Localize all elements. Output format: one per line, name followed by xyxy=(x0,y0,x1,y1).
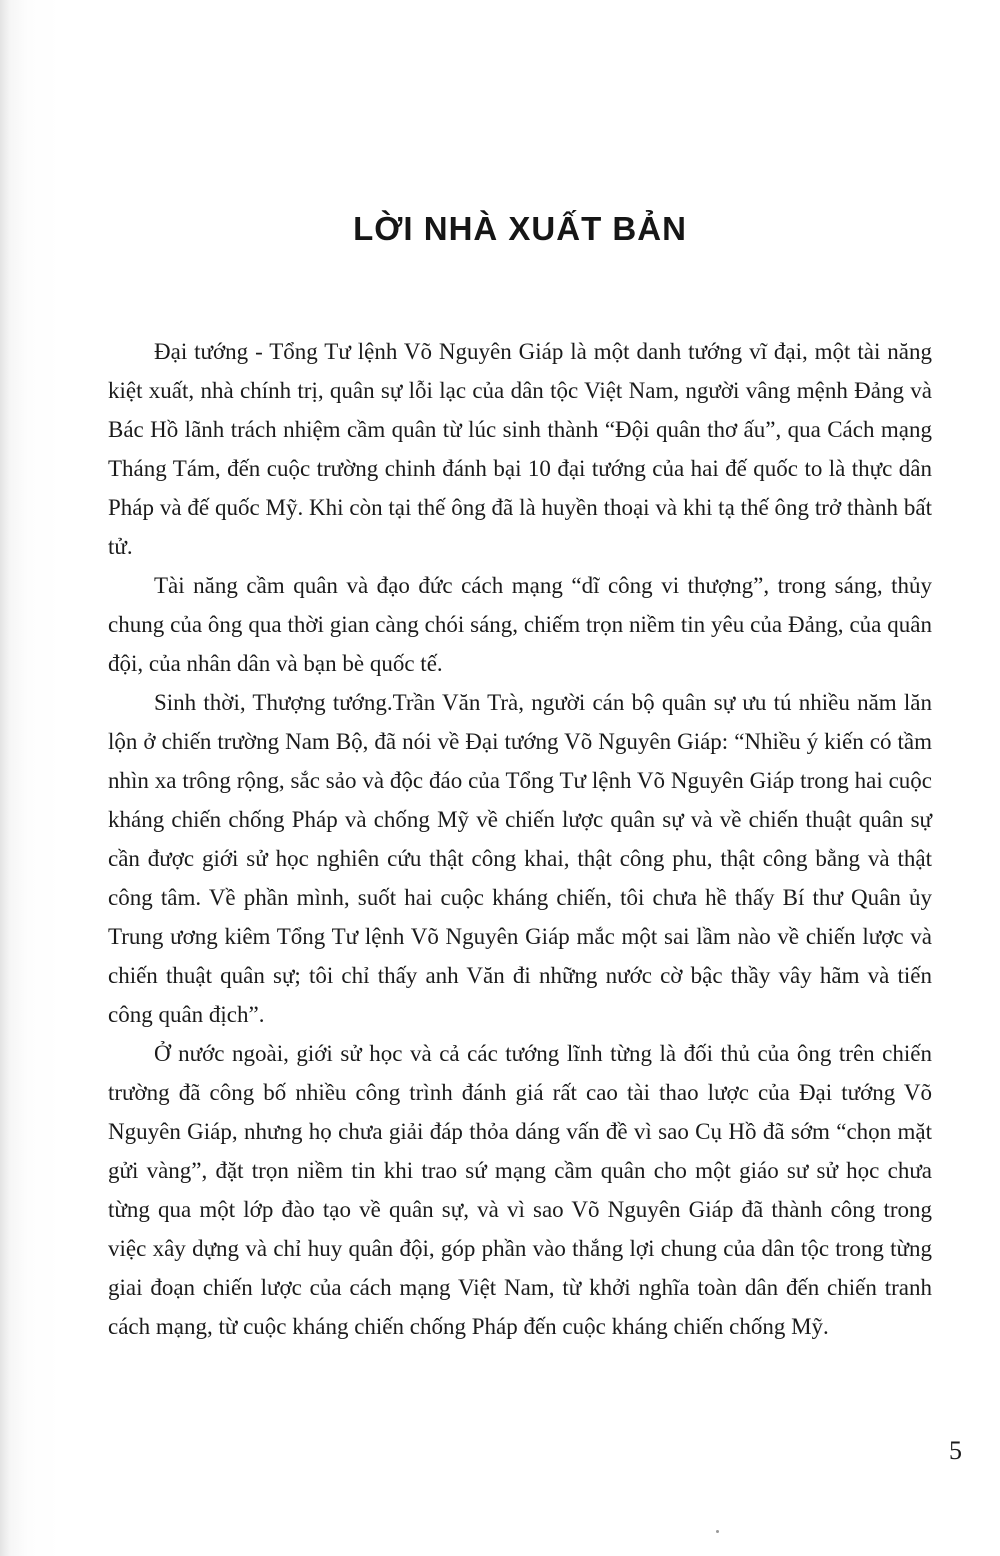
paragraph: Sinh thời, Thượng tướng.Trần Văn Trà, người cán bộ quân sự ưu tú nhiều năm lăn lộn ở chiến trường Nam Bộ, đã nói về Đại tướng Võ Nguyên Giáp: “Nhiều ý kiến có tầm nhìn xa trông rộng, sắc sảo và độc đáo của Tổng Tư lệnh Võ Nguyên Giáp trong hai cuộc kháng chiến chống Pháp và chống Mỹ về chiến lược quân sự và về chiến thuật quân sự cần được giới sử học nghiên cứu thật công khai, thật công phu, thật công bằng và thật công tâm. Về phần mình, suốt hai cuộc kháng chiến, tôi chưa hề thấy Bí thư Quân ủy Trung ương kiêm Tổng Tư lệnh Võ Nguyên Giáp mắc một sai lầm nào về chiến lược và chiến thuật quân sự; tôi chỉ thấy anh Văn đi những nước cờ bậc thầy vây hãm và tiến công quân địch”. xyxy=(108,690,932,1027)
page-title: LỜI NHÀ XUẤT BẢN xyxy=(353,210,687,247)
paragraph: Tài năng cầm quân và đạo đức cách mạng “dĩ công vi thượng”, trong sáng, thủy chung của ông qua thời gian càng chói sáng, chiếm trọn niềm tin yêu của Đảng, của quân đội, của nhân dân và bạn bè quốc tế. xyxy=(108,573,932,676)
paragraph: Ở nước ngoài, giới sử học và cả các tướng lĩnh từng là đối thủ của ông trên chiến trường đã công bố nhiều công trình đánh giá rất cao tài thao lược của Đại tướng Võ Nguyên Giáp, nhưng họ chưa giải đáp thỏa dáng vấn đề vì sao Cụ Hồ đã sớm “chọn mặt gửi vàng”, đặt trọn niềm tin khi trao sứ mạng cầm quân cho một giáo sư sử học chưa từng qua một lớp đào tạo về quân sự, và vì sao Võ Nguyên Giáp đã thành công trong việc xây dựng và chỉ huy quân đội, góp phần vào thắng lợi chung của dân tộc trong từng giai đoạn chiến lược của cách mạng Việt Nam, từ khởi nghĩa toàn dân đến chiến tranh cách mạng, từ cuộc kháng chiến chống Pháp đến cuộc kháng chiến chống Mỹ. xyxy=(108,1041,932,1339)
scan-speck xyxy=(716,1530,719,1533)
page-body xyxy=(108,332,932,1346)
paragraph: Đại tướng - Tổng Tư lệnh Võ Nguyên Giáp là một danh tướng vĩ đại, một tài năng kiệt xuất, nhà chính trị, quân sự lỗi lạc của dân tộc Việt Nam, người vâng mệnh Đảng và Bác Hồ lãnh trách nhiệm cầm quân từ lúc sinh thành “Đội quân thơ ấu”, qua Cách mạng Tháng Tám, đến cuộc trường chinh đánh bại 10 đại tướng của hai đế quốc to là thực dân Pháp và đế quốc Mỹ. Khi còn tại thế ông đã là huyền thoại và khi tạ thế ông trở thành bất tử. xyxy=(108,339,932,559)
page-number: 5 xyxy=(949,1436,962,1465)
